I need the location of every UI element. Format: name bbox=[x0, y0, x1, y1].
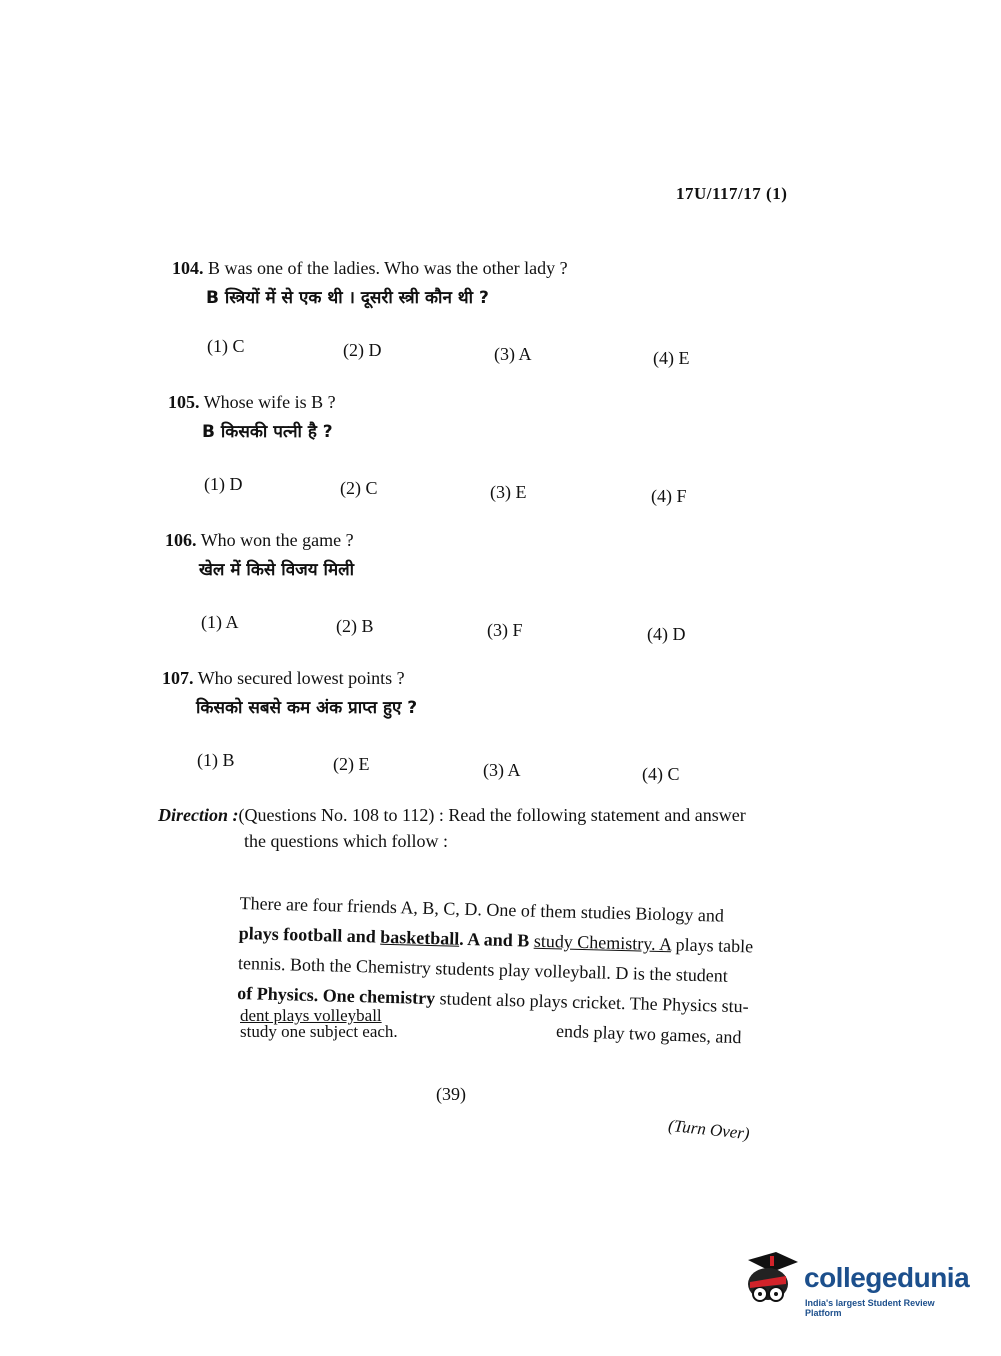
option-3: (3) F bbox=[487, 620, 523, 640]
logo-tagline: India's largest Student Review Platform bbox=[805, 1298, 935, 1318]
option-3: (3) A bbox=[494, 344, 532, 364]
passage-underlined: study Chemistry. A bbox=[533, 930, 672, 955]
option-1: (1) B bbox=[197, 750, 235, 770]
passage-segment: plays football and bbox=[238, 922, 381, 947]
question-107 bbox=[162, 668, 417, 718]
paper-code: 17U/117/17 (1) bbox=[676, 184, 788, 203]
question-105 bbox=[168, 392, 336, 442]
option-4: (4) E bbox=[653, 348, 690, 368]
option-4: (4) F bbox=[651, 486, 687, 506]
question-text-hi: किसको सबसे कम अंक प्राप्त हुए ? bbox=[196, 698, 418, 718]
turn-over-label: (Turn Over) bbox=[667, 1115, 751, 1144]
passage-segment: . A and B bbox=[459, 928, 535, 951]
question-text-en: Whose wife is B ? bbox=[203, 392, 336, 412]
passage-line-3: tennis. Both the Chemistry students play volleyball. D is the student bbox=[237, 952, 729, 986]
passage-segment: student also plays cricket. The Physics stu- bbox=[434, 988, 749, 1017]
question-text-hi: B किसकी पत्नी है ? bbox=[202, 422, 333, 442]
passage-underlined: basketball bbox=[380, 926, 460, 949]
passage-segment: of Physics. One chemistry bbox=[236, 982, 436, 1009]
option-2: (2) B bbox=[336, 616, 374, 636]
direction-block bbox=[158, 800, 778, 856]
collegedunia-logo bbox=[742, 1250, 972, 1320]
option-1: (1) C bbox=[207, 336, 245, 356]
option-1: (1) A bbox=[201, 612, 239, 632]
question-number: 107. bbox=[162, 668, 194, 688]
question-text-hi: B स्त्रियों में से एक थी । दूसरी स्त्री कौन थी ? bbox=[206, 288, 489, 308]
direction-text-2: the questions which follow : bbox=[244, 831, 448, 851]
question-106 bbox=[165, 530, 354, 580]
page-number: (39) bbox=[436, 1084, 466, 1104]
passage bbox=[236, 888, 768, 1025]
question-number: 104. bbox=[172, 258, 204, 278]
option-4: (4) D bbox=[647, 624, 686, 644]
question-text-en: Who secured lowest points ? bbox=[197, 668, 405, 688]
passage-fragment-right: ends play two games, and bbox=[555, 1020, 742, 1048]
logo-wordmark: collegedunia bbox=[804, 1262, 970, 1293]
option-3: (3) A bbox=[483, 760, 521, 780]
option-2: (2) D bbox=[343, 340, 382, 360]
option-2: (2) C bbox=[340, 478, 378, 498]
passage-fragment: dent plays volleyball bbox=[240, 1006, 382, 1025]
question-104 bbox=[172, 258, 568, 308]
passage-line-1: There are four friends A, B, C, D. One of them studies Biology and bbox=[239, 892, 725, 926]
question-text-hi: खेल में किसे विजय मिली bbox=[199, 560, 355, 580]
option-3: (3) E bbox=[490, 482, 527, 502]
direction-label: Direction : bbox=[158, 805, 239, 825]
mascot-icon bbox=[742, 1250, 802, 1312]
direction-text: (Questions No. 108 to 112) : Read the following statement and answer bbox=[238, 805, 746, 825]
question-number: 106. bbox=[165, 530, 197, 550]
option-1: (1) D bbox=[204, 474, 243, 494]
passage-fragment: study one subject each. bbox=[240, 1022, 398, 1041]
question-text-en: B was one of the ladies. Who was the other lady ? bbox=[208, 258, 568, 278]
question-text-en: Who won the game ? bbox=[200, 530, 354, 550]
passage-fragment-left bbox=[240, 1008, 398, 1040]
question-number: 105. bbox=[168, 392, 200, 412]
option-4: (4) C bbox=[642, 764, 680, 784]
option-2: (2) E bbox=[333, 754, 370, 774]
passage-segment: plays table bbox=[670, 934, 754, 957]
